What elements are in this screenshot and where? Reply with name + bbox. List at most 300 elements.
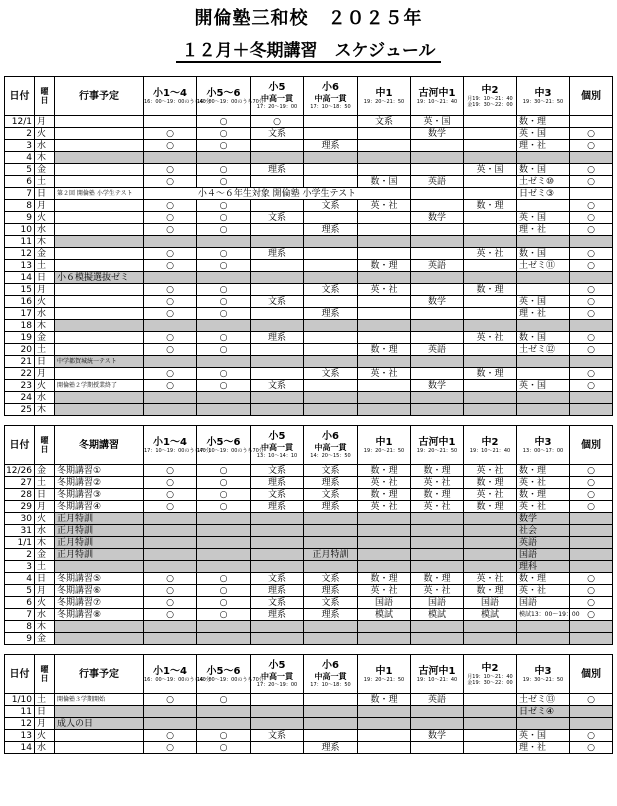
data-cell (411, 320, 464, 332)
cell-ind: ○ (570, 296, 613, 308)
data-cell (144, 236, 197, 248)
data-cell (197, 513, 251, 525)
cell-s5 (251, 260, 304, 272)
cell-s14: ○ (144, 501, 197, 513)
cell-k1 (411, 308, 464, 320)
weekday-cell: 火 (35, 296, 55, 308)
event-cell: 冬期講習① (55, 465, 144, 477)
weekday-cell: 水 (35, 308, 55, 320)
cell-ind: ○ (570, 164, 613, 176)
cell-s5: 文系 (251, 573, 304, 585)
data-cell (144, 525, 197, 537)
cell-s6: 理系 (304, 742, 358, 754)
table-row (5, 513, 613, 525)
cell-s56: ○ (197, 585, 251, 597)
data-cell (251, 513, 304, 525)
data-cell (411, 272, 464, 284)
subtitle-text: １２月＋冬期講習 スケジュール (176, 41, 442, 63)
cell-c2: 数・理 (464, 284, 517, 296)
header-time: 月19：10～21：40 金19：30～22：00 (467, 95, 513, 108)
header-date (5, 77, 35, 116)
cell-c3: 土ゼミ⑩ (517, 176, 570, 188)
cell-ind: ○ (570, 128, 613, 140)
cell-s5: 文系 (251, 597, 304, 609)
cell-k1: 英語 (411, 344, 464, 356)
weekday-cell: 金 (35, 332, 55, 344)
date-cell: 1/10 (5, 694, 35, 706)
cell-c3 (517, 621, 570, 633)
header-label: 個別 (581, 439, 601, 451)
cell-s6 (304, 212, 358, 224)
cell-c1: 英・社 (358, 477, 411, 489)
header-label: 曜 日 (40, 87, 49, 105)
event-cell (55, 730, 144, 742)
cell-k1: 数学 (411, 212, 464, 224)
header-time: 19：10～21：40 (416, 676, 458, 683)
cell-s14: ○ (144, 368, 197, 380)
event-cell (55, 621, 144, 633)
weekday-cell: 金 (35, 465, 55, 477)
header-c2 (464, 655, 517, 694)
header-s14 (144, 77, 211, 116)
cell-c1: 模試 (358, 609, 411, 621)
cell-s56: ○ (197, 128, 251, 140)
cell-individual (570, 633, 613, 645)
cell-k1 (411, 200, 464, 212)
weekday-cell: 日 (35, 356, 55, 368)
header-label: 小5～6 (206, 436, 241, 448)
header-time: 19：30～21：50 (522, 676, 564, 683)
cell-c1: 数・理 (358, 465, 411, 477)
date-cell: 3 (5, 140, 35, 152)
header-label: 日付 (9, 439, 30, 451)
header-s6 (304, 77, 358, 116)
weekday-cell: 水 (35, 525, 55, 537)
event-cell (55, 561, 144, 573)
date-cell: 19 (5, 332, 35, 344)
header-label: 中2 (481, 84, 499, 96)
cell-c2: 英・社 (464, 573, 517, 585)
event-cell (55, 284, 144, 296)
date-cell: 12 (5, 718, 35, 730)
header-k1 (411, 77, 464, 116)
cell-k1: 数学 (411, 730, 464, 742)
table-row (5, 706, 613, 718)
cell-s56: ○ (197, 212, 251, 224)
data-cell (464, 561, 517, 573)
event-cell (55, 128, 144, 140)
weekday-cell: 月 (35, 368, 55, 380)
cell-c2 (464, 694, 517, 706)
cell-c3: 数・理 (517, 573, 570, 585)
table-row (5, 489, 613, 501)
cell-s56: ○ (197, 176, 251, 188)
cell-k1: 英・社 (411, 501, 464, 513)
cell-c1 (358, 308, 411, 320)
date-cell: 13 (5, 730, 35, 742)
cell-s14: ○ (144, 609, 197, 621)
cell-ind: ○ (570, 260, 613, 272)
cell-c2: 数・理 (464, 501, 517, 513)
header-label2: 中高一貫 (261, 443, 293, 452)
data-cell (197, 706, 251, 718)
table-row (5, 573, 613, 585)
cell-individual (570, 621, 613, 633)
header-ind (570, 426, 613, 465)
data-cell (304, 236, 358, 248)
weekday-cell: 火 (35, 597, 55, 609)
header-c1 (358, 426, 411, 465)
header-label: 中3 (534, 436, 552, 448)
weekday-cell: 火 (35, 128, 55, 140)
data-cell (464, 404, 517, 416)
event-cell (55, 224, 144, 236)
cell-s14: ○ (144, 212, 197, 224)
header-time: 17：10～18：50 (310, 682, 351, 688)
header-s14 (144, 655, 211, 694)
data-cell (144, 152, 197, 164)
date-cell: 4 (5, 152, 35, 164)
date-cell: 14 (5, 272, 35, 284)
table-row (5, 380, 613, 392)
event-cell (55, 260, 144, 272)
cell-s5 (251, 224, 304, 236)
weekday-cell: 水 (35, 609, 55, 621)
data-cell (251, 356, 304, 368)
cell-individual (570, 549, 613, 561)
cell-s6: 文系 (304, 573, 358, 585)
weekday-cell: 月 (35, 116, 55, 128)
data-cell (197, 621, 251, 633)
table-row (5, 224, 613, 236)
cell-s6 (304, 344, 358, 356)
weekday-cell: 水 (35, 224, 55, 236)
cell-c3 (517, 718, 570, 730)
event-cell: 冬期講習⑦ (55, 597, 144, 609)
header-dow (35, 655, 55, 694)
data-cell (197, 152, 251, 164)
data-cell (304, 404, 358, 416)
header-label2: 中高一貫 (314, 443, 347, 452)
data-cell (358, 404, 411, 416)
data-cell (411, 561, 464, 573)
event-cell (55, 116, 144, 128)
data-cell (144, 549, 197, 561)
data-cell (251, 392, 304, 404)
event-cell: 正月特訓 (55, 525, 144, 537)
cell-k1: 数・理 (411, 489, 464, 501)
cell-s5: 文系 (251, 296, 304, 308)
cell-ind (570, 116, 613, 128)
header-label: 中1 (375, 665, 393, 677)
cell-s56: ○ (197, 573, 251, 585)
cell-c2: 模試 (464, 609, 517, 621)
cell-ind: ○ (570, 224, 613, 236)
event-cell (55, 212, 144, 224)
header-label: 小1～4 (153, 665, 187, 677)
table-row (5, 525, 613, 537)
table-row (5, 272, 613, 284)
cell-c3: 英語 (517, 537, 570, 549)
cell-ind: ○ (570, 465, 613, 477)
event-cell: 中学都賀城統一テスト (55, 356, 144, 368)
cell-c3 (517, 200, 570, 212)
cell-c2 (464, 212, 517, 224)
cell-c3 (517, 236, 570, 248)
event-cell: 冬期講習⑥ (55, 585, 144, 597)
data-cell (197, 404, 251, 416)
cell-c3: 理・社 (517, 742, 570, 754)
cell-individual (570, 404, 613, 416)
data-cell (358, 633, 411, 645)
header-label: 小5～6 (206, 665, 241, 677)
header-label: 小6 (322, 82, 339, 93)
date-cell: 9 (5, 212, 35, 224)
weekday-cell: 月 (35, 501, 55, 513)
weekday-cell: 土 (35, 260, 55, 272)
cell-c3: 土ゼミ⑫ (517, 344, 570, 356)
data-cell (304, 392, 358, 404)
data-cell (197, 561, 251, 573)
event-cell: 正月特訓 (55, 549, 144, 561)
weekday-cell: 土 (35, 344, 55, 356)
header-k1 (411, 426, 464, 465)
weekday-cell: 金 (35, 164, 55, 176)
cell-c3: 英・国 (517, 730, 570, 742)
cell-c2: 国語 (464, 597, 517, 609)
data-cell (411, 706, 464, 718)
date-cell: 22 (5, 368, 35, 380)
cell-c2 (464, 308, 517, 320)
data-cell (464, 152, 517, 164)
cell-c1: 英・社 (358, 501, 411, 513)
table-row (5, 140, 613, 152)
data-cell (411, 392, 464, 404)
cell-s5 (251, 308, 304, 320)
cell-s56: ○ (197, 260, 251, 272)
date-cell: 12 (5, 248, 35, 260)
cell-s56: ○ (197, 140, 251, 152)
table-row (5, 537, 613, 549)
header-row-3 (5, 655, 613, 694)
section-separator (5, 416, 613, 426)
cell-s56: ○ (197, 694, 251, 706)
cell-s5: 文系 (251, 212, 304, 224)
data-cell (304, 525, 358, 537)
data-cell (358, 718, 411, 730)
cell-ind: ○ (570, 694, 613, 706)
cell-k1: 数・理 (411, 573, 464, 585)
cell-c3: 国語 (517, 549, 570, 561)
header-c3 (517, 426, 570, 465)
table-row (5, 296, 613, 308)
cell-s6 (304, 248, 358, 260)
cell-c3 (517, 356, 570, 368)
header-c2 (464, 426, 517, 465)
table-row (5, 164, 613, 176)
data-cell (251, 525, 304, 537)
weekday-cell: 日 (35, 272, 55, 284)
data-cell (411, 356, 464, 368)
cell-c2 (464, 116, 517, 128)
data-cell (358, 513, 411, 525)
header-row-1 (5, 77, 613, 116)
header-label: 行事予定 (79, 668, 119, 680)
cell-c3 (517, 272, 570, 284)
cell-c2: 英・社 (464, 248, 517, 260)
table-row (5, 597, 613, 609)
event-cell (55, 176, 144, 188)
cell-s5 (251, 284, 304, 296)
cell-individual (570, 706, 613, 718)
cell-c1: 文系 (358, 116, 411, 128)
cell-k1 (411, 164, 464, 176)
data-cell (304, 706, 358, 718)
cell-c1 (358, 742, 411, 754)
header-label: 小5～6 (206, 87, 241, 99)
cell-s14: ○ (144, 296, 197, 308)
date-cell: 20 (5, 344, 35, 356)
cell-c3: 模試13：00～19：00 (517, 609, 570, 621)
cell-s6: 文系 (304, 597, 358, 609)
cell-ind: ○ (570, 248, 613, 260)
data-cell (464, 621, 517, 633)
data-cell (464, 513, 517, 525)
cell-c2 (464, 742, 517, 754)
header-time: 17：20～19：00 (256, 682, 298, 688)
cell-c2 (464, 224, 517, 236)
table-row (5, 308, 613, 320)
cell-ind: ○ (570, 730, 613, 742)
cell-s14: ○ (144, 224, 197, 236)
table-row (5, 116, 613, 128)
cell-c3: 英・国 (517, 212, 570, 224)
event-cell (55, 236, 144, 248)
cell-c2: 英・社 (464, 489, 517, 501)
date-cell: 12/26 (5, 465, 35, 477)
cell-c3 (517, 368, 570, 380)
cell-c1 (358, 730, 411, 742)
date-cell: 16 (5, 296, 35, 308)
header-dow (35, 426, 55, 465)
cell-c3: 数・国 (517, 164, 570, 176)
cell-ind: ○ (570, 585, 613, 597)
data-cell (464, 272, 517, 284)
date-cell: 27 (5, 477, 35, 489)
cell-k1 (411, 368, 464, 380)
cell-s5: 文系 (251, 730, 304, 742)
table-row (5, 549, 613, 561)
data-cell (411, 549, 464, 561)
cell-c2 (464, 344, 517, 356)
header-time: 16：00～19：00のうち40分 (144, 98, 211, 105)
header-label: 中2 (481, 436, 499, 448)
cell-s14 (144, 116, 197, 128)
header-label2: 中高一貫 (314, 672, 347, 681)
cell-c3: 英・社 (517, 477, 570, 489)
header-time: 16：00～19：00のうち70分 (197, 676, 264, 683)
weekday-cell: 木 (35, 236, 55, 248)
cell-s14: ○ (144, 200, 197, 212)
cell-s14: ○ (144, 489, 197, 501)
weekday-cell: 土 (35, 694, 55, 706)
event-cell (55, 332, 144, 344)
data-cell (251, 404, 304, 416)
data-cell (358, 525, 411, 537)
cell-c2 (464, 380, 517, 392)
event-cell (55, 200, 144, 212)
cell-s5 (251, 140, 304, 152)
date-cell: 6 (5, 597, 35, 609)
cell-individual (570, 320, 613, 332)
date-cell: 4 (5, 573, 35, 585)
cell-c3: 英・社 (517, 585, 570, 597)
cell-c1 (358, 212, 411, 224)
header-time: 13：10～14：10 (256, 453, 298, 459)
cell-s14: ○ (144, 140, 197, 152)
table-row (5, 212, 613, 224)
cell-c3: 数・理 (517, 489, 570, 501)
date-cell: 8 (5, 200, 35, 212)
cell-c2: 数・理 (464, 585, 517, 597)
data-cell (251, 718, 304, 730)
cell-ind: ○ (570, 573, 613, 585)
weekday-cell: 日 (35, 573, 55, 585)
cell-k1 (411, 332, 464, 344)
cell-c1 (358, 248, 411, 260)
data-cell (144, 392, 197, 404)
cell-s14: ○ (144, 332, 197, 344)
header-label: 曜 日 (40, 665, 49, 683)
header-label: 中3 (534, 87, 552, 99)
header-label: 古河中1 (418, 665, 456, 677)
header-label: 中2 (481, 662, 499, 674)
cell-c1: 数・国 (358, 176, 411, 188)
header-s5 (251, 655, 304, 694)
cell-s56: ○ (197, 368, 251, 380)
cell-c1 (358, 128, 411, 140)
cell-s5: 理系 (251, 164, 304, 176)
header-k1 (411, 655, 464, 694)
event-cell (55, 296, 144, 308)
table-row (5, 561, 613, 573)
header-dow (35, 77, 55, 116)
cell-s14: ○ (144, 465, 197, 477)
weekday-cell: 木 (35, 152, 55, 164)
cell-c2: 英・国 (464, 164, 517, 176)
cell-k1: 英・国 (411, 116, 464, 128)
cell-s5 (251, 694, 304, 706)
cell-s14: ○ (144, 164, 197, 176)
date-cell: 1/1 (5, 537, 35, 549)
header-label: 小6 (322, 660, 339, 671)
cell-s5: 文系 (251, 128, 304, 140)
data-cell (358, 272, 411, 284)
data-cell (411, 404, 464, 416)
weekday-cell: 火 (35, 212, 55, 224)
data-cell (304, 537, 358, 549)
cell-c3 (517, 404, 570, 416)
data-cell (304, 356, 358, 368)
cell-s56: ○ (197, 116, 251, 128)
cell-ind: ○ (570, 344, 613, 356)
data-cell (251, 549, 304, 561)
cell-s5 (251, 742, 304, 754)
cell-c2 (464, 128, 517, 140)
data-cell (251, 272, 304, 284)
header-label: 小1～4 (153, 87, 187, 99)
cell-s6: 理系 (304, 477, 358, 489)
